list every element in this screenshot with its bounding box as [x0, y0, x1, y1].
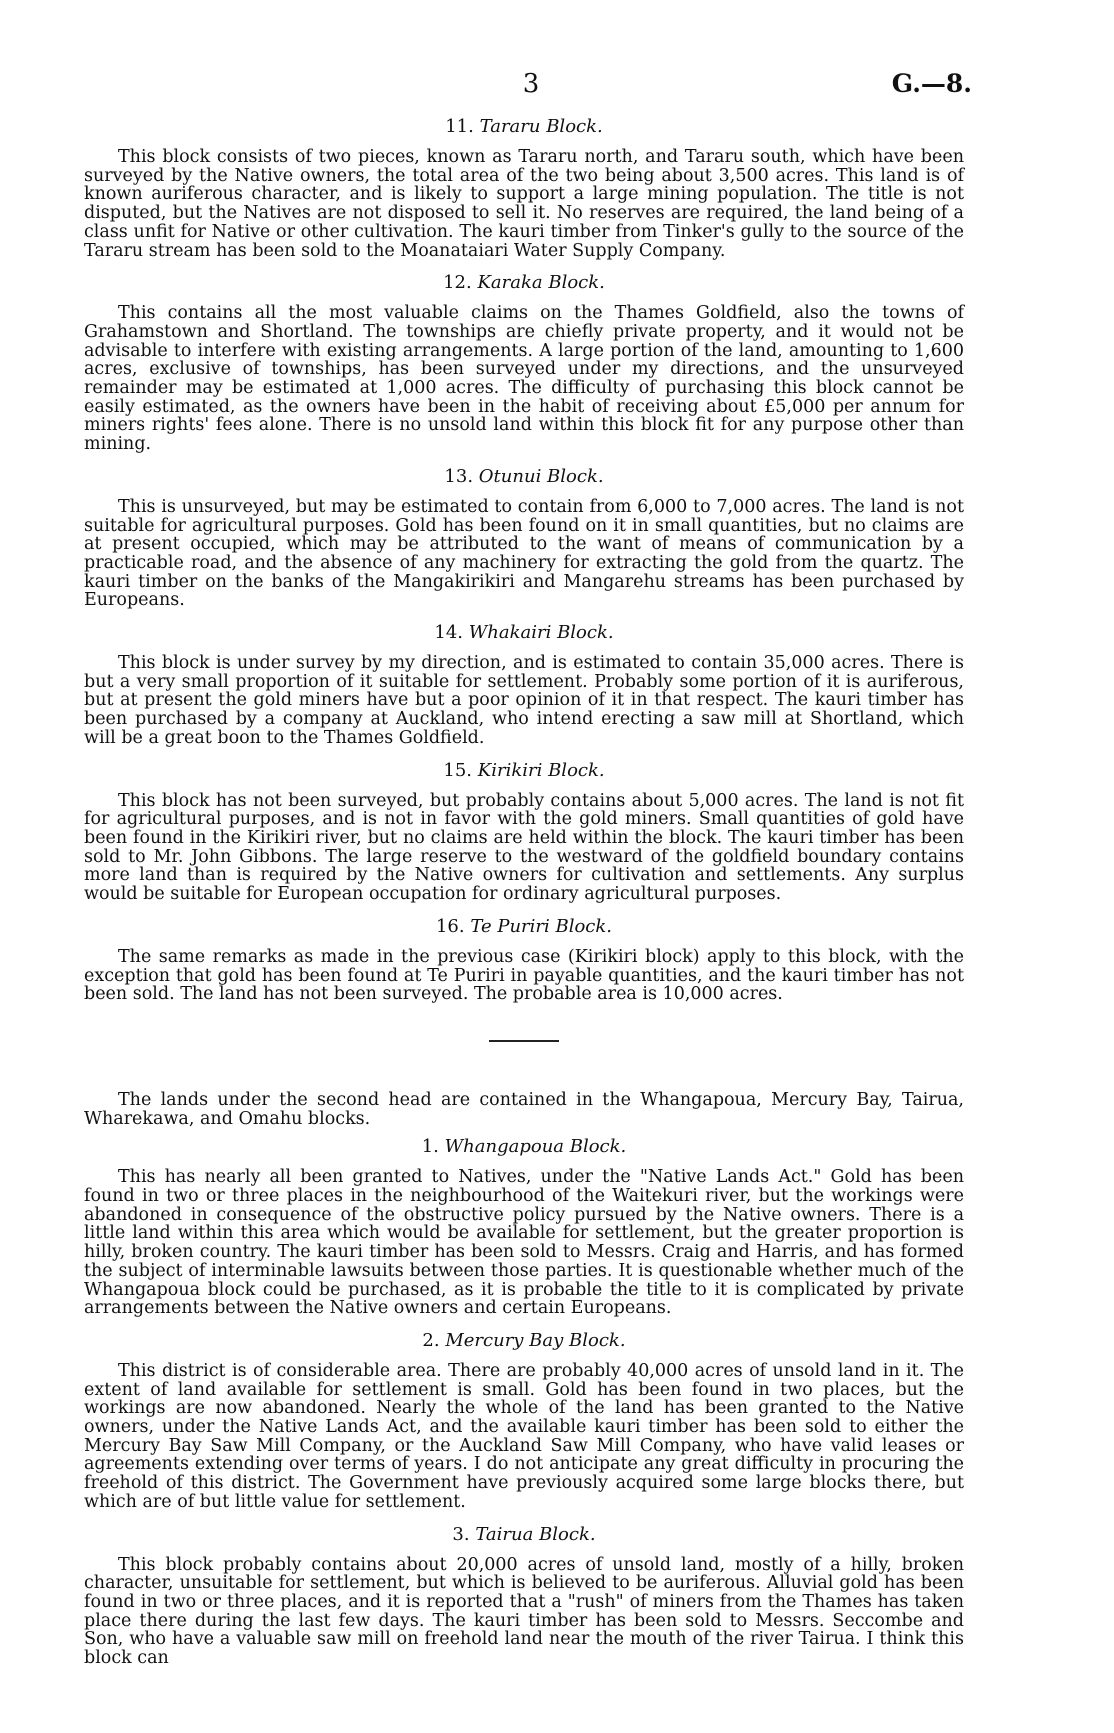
section-heading [84, 116, 964, 138]
section-title: Otunui Block. [478, 465, 604, 487]
section-number: 13. [444, 465, 474, 487]
section-otunui-block [84, 466, 964, 610]
section-number: 15. [443, 759, 473, 781]
section-paragraph: This block probably contains about 20,000 acres of unsold land, mostly of a hilly, broken character, unsuitable for settlement, but which is believed to be auriferous. Alluvial gold has been found in two or three places, and it is reported that a "rush" of miners from the Thames has taken place there during the last few days. The kauri timber has been sold to Messrs. Seccombe and Son, who have a valuable saw mill on freehold land near the mouth of the river Tairua. I think this block can [84, 1554, 964, 1669]
section-paragraph: This block is under survey by my direction, and is estimated to contain 35,000 acres. There is but a very small proportion of it suitable for settlement. Probably some portion of it is auriferous, but at present the gold miners have but a poor opinion of it in that respect. The kauri timber has been purchased by a company at Auckland, who intend erecting a saw mill at Shortland, which will be a great boon to the Thames Goldfield. [84, 653, 964, 748]
section-paragraph: This is unsurveyed, but may be estimated to contain from 6,000 to 7,000 acres. The land is not suitable for agricultural purposes. Gold has been found on it in small quantities, but no claims are at present occupied, which may be attributed to the want of means of communication by a practicable road, and the absence of any machinery for extracting the gold from the quartz. The kauri timber on the banks of the Mangakirikiri and Mangarehu streams has been purchased by Europeans. [84, 496, 964, 611]
page-number: 3 [522, 69, 540, 99]
section-number: 2. [422, 1329, 440, 1351]
section-title: Karaka Block. [477, 272, 605, 294]
second-head-intro: The lands under the second head are contained in the Whangapoua, Mercury Bay, Tairua, Wharekawa, and Omahu blocks. [84, 1089, 964, 1129]
section-heading [84, 1136, 964, 1158]
section-mercury-bay-block [84, 1330, 964, 1512]
section-paragraph: This block consists of two pieces, known as Tararu north, and Tararu south, which have been surveyed by the Native owners, the total area of the two being about 3,500 acres. This land is of known auriferous character, and is likely to support a large mining population. The title is not disputed, but the Natives are not disposed to sell it. No reserves are required, the land being of a class unfit for Native or other cultivation. The kauri timber from Tinker's gully to the source of the Tararu stream has been sold to the Moanataiari Water Supply Company. [84, 147, 964, 261]
section-number: 3. [452, 1523, 470, 1545]
section-whangapoua-block [84, 1136, 964, 1318]
section-paragraph: The same remarks as made in the previous case (Kirikiri block) apply to this block, with the exception that gold has been found at Te Puriri in payable quantities, and the kauri timber has not been sold. The land has not been surveyed. The probable area is 10,000 acres. [84, 946, 964, 1005]
section-number: 12. [443, 272, 472, 294]
section-title: Kirikiri Block. [477, 759, 605, 781]
section-paragraph: This contains all the most valuable claims on the Thames Goldfield, also the towns of Grahamstown and Shortland. The townships are chiefly private property, and it would not be advisable to interfere with existing arrangements. A large portion of the land, amounting to 1,600 acres, exclusive of townships, has been surveyed under my directions, and the unsurveyed remainder may be estimated at 1,000 acres. The difficulty of purchasing this block cannot be easily estimated, as the owners have been in the habit of receiving about £5,000 per annum for miners rights' fees alone. There is no unsold land within this block fit for any purpose other than mining. [84, 303, 964, 455]
section-number: 11. [445, 116, 474, 137]
section-paragraph: This block has not been surveyed, but probably contains about 5,000 acres. The land is not fit for agricultural purposes, and is not in favor with the gold miners. Small quantities of gold have been found in the Kirikiri river, but no claims are held within the block. The kauri timber has been sold to Mr. John Gibbons. The large reserve to the westward of the goldfield boundary contains more land than is required by the Native owners for cultivation and settlements. Any surplus would be suitable for European occupation for ordinary agricultural purposes. [84, 790, 964, 905]
section-paragraph: This has nearly all been granted to Natives, under the "Native Lands Act." Gold has been found in two or three places in the neighbourhood of the Waitekuri river, but the workings were abandoned in consequence of the obstructive policy pursued by the Native owners. There is a little land within this area which would be available for settlement, but the greater proportion is hilly, broken country. The kauri timber has been sold to Messrs. Craig and Harris, and has formed the subject of interminable lawsuits between those parties. It is questionable whether much of the Whangapoua block could be purchased, as it is probable the title to it is complicated by private arrangements between the Native owners and certain Europeans. [84, 1167, 964, 1319]
section-number: 1. [421, 1136, 439, 1158]
section-heading [84, 466, 964, 488]
section-number: 14. [434, 622, 464, 644]
section-kirikiri-block [84, 760, 964, 904]
section-heading [84, 916, 964, 938]
section-tairua-block [84, 1524, 964, 1668]
section-title: Mercury Bay Block. [445, 1329, 626, 1351]
section-heading [84, 760, 964, 782]
section-title: Te Puriri Block. [470, 915, 613, 937]
section-heading [84, 1524, 964, 1546]
section-whakairi-block [84, 622, 964, 748]
section-heading [84, 622, 964, 644]
section-title: Tararu Block. [479, 116, 603, 137]
section-tararu-block [84, 116, 964, 260]
section-karaka-block [84, 272, 964, 454]
section-divider [489, 1040, 559, 1042]
section-title: Whakairi Block. [468, 622, 614, 644]
section-title: Tairua Block. [475, 1523, 596, 1545]
section-number: 16. [435, 915, 465, 937]
section-paragraph: This district is of considerable area. There are probably 40,000 acres of unsold land in it. The extent of land available for settlement is small. Gold has been found in two places, but the workings are now abandoned. Nearly the whole of the land has been granted to the Native owners, under the Native Lands Act, and the available kauri timber has been sold to either the Mercury Bay Saw Mill Company, or the Auckland Saw Mill Company, who have valid leases or agreements extending over terms of years. I do not anticipate any great difficulty in procuring the freehold of this district. The Government have previously acquired some large blocks there, but which are of but little value for settlement. [84, 1360, 964, 1512]
section-title: Whangapoua Block. [444, 1136, 627, 1158]
section-heading [84, 272, 964, 294]
section-te-puriri-block [84, 916, 964, 1004]
section-heading [84, 1330, 964, 1352]
document-code: G.—8. [891, 69, 972, 98]
document-body [84, 116, 964, 1680]
